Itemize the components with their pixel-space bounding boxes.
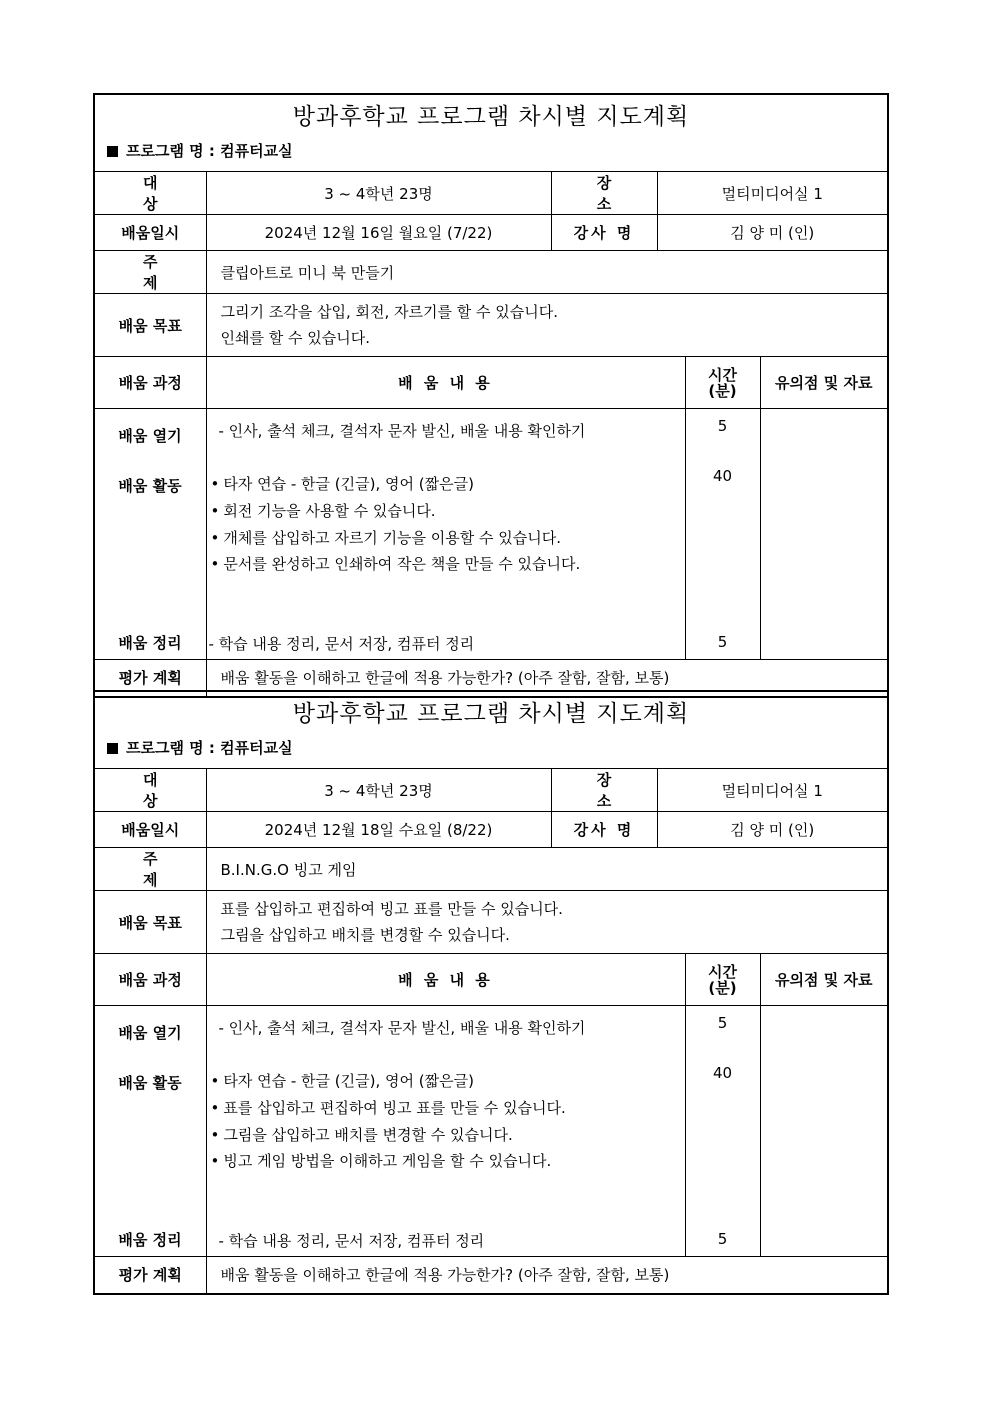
square-bullet-icon [107, 146, 118, 157]
plan-title: 방과후학교 프로그램 차시별 지도계획 [292, 701, 690, 727]
process-header: 배움 과정 [95, 357, 206, 409]
teacher-label: 강사 명 [551, 812, 657, 848]
program-name-text: 프로그램 명 : 컴퓨터교실 [126, 142, 293, 160]
topic-label: 주 제 [95, 251, 206, 294]
open-text: - 인사, 출석 체크, 결석자 문자 발신, 배울 내용 확인하기 [218, 1019, 586, 1037]
date-value: 2024년 12월 18일 수요일 (8/22) [206, 812, 551, 848]
content-header: 배 움 내 용 [206, 357, 685, 409]
topic-value: 클립아트로 미니 북 만들기 [206, 251, 887, 294]
stage-column [95, 1006, 206, 1257]
eval-label: 평가 계획 [95, 660, 206, 696]
program-name [95, 137, 887, 171]
goal-list [206, 891, 887, 954]
content-header: 배 움 내 용 [206, 954, 685, 1006]
time-open: 5 [717, 417, 728, 435]
plan-table [95, 769, 887, 1293]
content-column [206, 409, 685, 660]
place-label: 장 소 [551, 172, 657, 215]
target-value: 3 ~ 4학년 23명 [206, 769, 551, 812]
target-label: 대 상 [95, 769, 206, 812]
teacher-value: 김 양 미 (인) [657, 215, 887, 251]
target-label: 대 상 [95, 172, 206, 215]
notes-header: 유의점 및 자료 [760, 357, 887, 409]
activity-item: • 회전 기능을 사용할 수 있습니다. [211, 500, 679, 521]
program-name [95, 734, 887, 768]
activity-item: • 타자 연습 - 한글 (긴글), 영어 (짧은글) [211, 1070, 679, 1091]
eval-label: 평가 계획 [95, 1257, 206, 1293]
stage-activity: 배움 활동 [118, 477, 182, 495]
target-value: 3 ~ 4학년 23명 [206, 172, 551, 215]
activity-item: • 그림을 삽입하고 배치를 변경할 수 있습니다. [211, 1124, 679, 1145]
teacher-value: 김 양 미 (인) [657, 812, 887, 848]
place-value: 멀티미디어실 1 [657, 769, 887, 812]
time-activity: 40 [712, 1064, 733, 1082]
close-text: - 학습 내용 정리, 문서 저장, 컴퓨터 정리 [218, 1232, 485, 1250]
topic-label: 주 제 [95, 848, 206, 891]
eval-value: 배움 활동을 이해하고 한글에 적용 가능한가? (아주 잘함, 잘함, 보통) [206, 660, 887, 696]
stage-close: 배움 정리 [118, 634, 182, 652]
stage-open: 배움 열기 [118, 1024, 182, 1042]
stage-activity: 배움 활동 [118, 1074, 182, 1092]
date-label: 배움일시 [95, 812, 206, 848]
time-activity: 40 [712, 467, 733, 485]
goal-list [206, 294, 887, 357]
time-header: 시간 (분) [685, 954, 760, 1006]
square-bullet-icon [107, 743, 118, 754]
teacher-label: 강사 명 [551, 215, 657, 251]
time-close: 5 [717, 633, 728, 651]
activity-item: • 문서를 완성하고 인쇄하여 작은 책을 만들 수 있습니다. [211, 553, 679, 574]
goal-label: 배움 목표 [95, 294, 206, 357]
stage-close: 배움 정리 [118, 1231, 182, 1249]
activity-item: • 표를 삽입하고 편집하여 빙고 표를 만들 수 있습니다. [211, 1097, 679, 1118]
process-header: 배움 과정 [95, 954, 206, 1006]
activity-item: • 개체를 삽입하고 자르기 기능을 이용할 수 있습니다. [211, 527, 679, 548]
lesson-plan-2 [93, 690, 889, 1295]
plan-table [95, 172, 887, 696]
date-value: 2024년 12월 16일 월요일 (7/22) [206, 215, 551, 251]
time-close: 5 [717, 1230, 728, 1248]
plan-header [95, 95, 887, 172]
notes-column [760, 409, 887, 660]
time-column [685, 409, 760, 660]
notes-header: 유의점 및 자료 [760, 954, 887, 1006]
place-label: 장 소 [551, 769, 657, 812]
goal-item: 인쇄를 할 수 있습니다. [220, 329, 370, 347]
stage-column [95, 409, 206, 660]
lesson-plan-1 [93, 93, 889, 698]
close-text: - 학습 내용 정리, 문서 저장, 컴퓨터 정리 [208, 635, 475, 653]
activity-item: • 타자 연습 - 한글 (긴글), 영어 (짧은글) [211, 473, 679, 494]
plan-title: 방과후학교 프로그램 차시별 지도계획 [292, 104, 690, 130]
open-text: - 인사, 출석 체크, 결석자 문자 발신, 배울 내용 확인하기 [218, 422, 586, 440]
goal-item: 그림을 삽입하고 배치를 변경할 수 있습니다. [220, 926, 510, 944]
stage-open: 배움 열기 [118, 427, 182, 445]
time-column [685, 1006, 760, 1257]
goal-label: 배움 목표 [95, 891, 206, 954]
goal-item: 표를 삽입하고 편집하여 빙고 표를 만들 수 있습니다. [220, 900, 563, 918]
time-header: 시간 (분) [685, 357, 760, 409]
goal-item: 그리기 조각을 삽입, 회전, 자르기를 할 수 있습니다. [220, 303, 558, 321]
activity-item: • 빙고 게임 방법을 이해하고 게임을 할 수 있습니다. [211, 1150, 679, 1171]
plan-header [95, 692, 887, 769]
eval-value: 배움 활동을 이해하고 한글에 적용 가능한가? (아주 잘함, 잘함, 보통) [206, 1257, 887, 1293]
date-label: 배움일시 [95, 215, 206, 251]
program-name-text: 프로그램 명 : 컴퓨터교실 [126, 739, 293, 757]
notes-column [760, 1006, 887, 1257]
topic-value: B.I.N.G.O 빙고 게임 [206, 848, 887, 891]
time-open: 5 [717, 1014, 728, 1032]
place-value: 멀티미디어실 1 [657, 172, 887, 215]
content-column [206, 1006, 685, 1257]
